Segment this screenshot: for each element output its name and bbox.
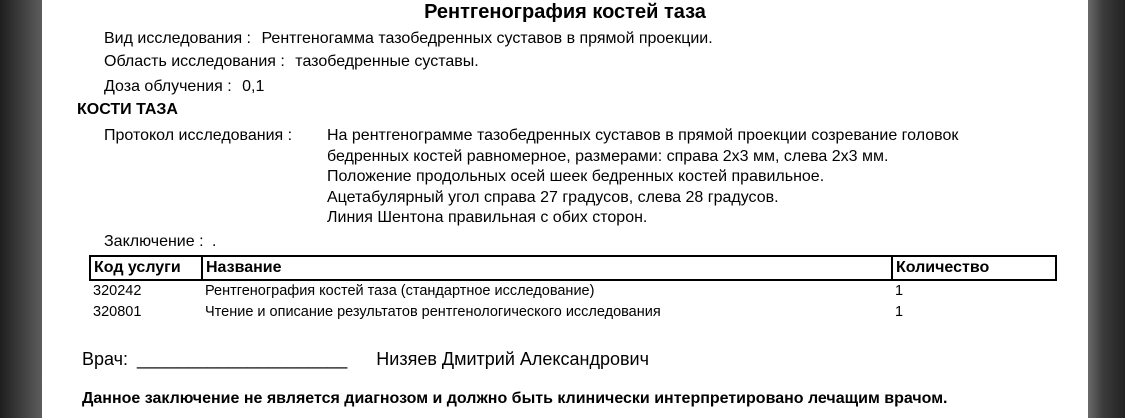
table-row	[90, 280, 1056, 301]
study-area-value: тазобедренные суставы.	[295, 53, 479, 70]
table-header-row	[90, 256, 1056, 280]
conclusion-row	[104, 233, 216, 251]
service-code: 320801	[93, 303, 142, 320]
protocol-line: На рентгенограмме тазобедренных суставов в прямой проекции созревание головок	[327, 127, 959, 144]
right-background-edge	[1088, 0, 1125, 418]
protocol-line: Линия Шентона правильная с обих сторон.	[327, 209, 648, 226]
study-area-row	[104, 53, 479, 71]
dose-value: 0,1	[242, 78, 265, 95]
protocol-line: Ацетабулярный угол справа 27 градусов, слева 28 градусов.	[327, 188, 779, 206]
column-header-name: Название	[202, 256, 892, 280]
protocol-label: Протокол исследования :	[104, 127, 293, 144]
dose-row	[104, 78, 264, 96]
service-code: 320242	[93, 283, 142, 299]
section-heading: КОСТИ ТАЗА	[77, 101, 178, 118]
service-quantity: 1	[895, 303, 904, 320]
service-name: Рентгенография костей таза (стандартное исследование)	[205, 283, 595, 299]
study-kind-label: Вид исследования :	[104, 30, 251, 47]
doctor-label: Врач:	[82, 349, 129, 369]
signature-line: _____________________	[137, 349, 348, 369]
conclusion-label: Заключение :	[104, 233, 204, 250]
disclaimer: Данное заключение не является диагнозом и должно быть клинически интерпретировано лечащим врачом.	[82, 390, 948, 407]
protocol-line: бедренных костей равномерное, размерами: справа 2х3 мм, слева 2х3 мм.	[327, 147, 889, 165]
left-background-edge	[0, 0, 42, 418]
document-page	[42, 0, 1088, 418]
study-kind-row	[104, 30, 713, 48]
doctor-name: Низяев Дмитрий Александрович	[376, 349, 649, 369]
table-row	[90, 301, 1056, 322]
dose-label: Доза облучения :	[104, 78, 232, 95]
conclusion-value: .	[211, 233, 217, 250]
protocol-line: Положение продольных осей шеек бедренных костей правильное.	[327, 168, 825, 185]
document-title: Рентгенография костей таза	[424, 1, 706, 23]
services-table	[89, 255, 1057, 322]
column-header-quantity: Количество	[892, 256, 1056, 280]
study-kind-value: Рентгеногамма тазобедренных суставов в прямой проекции.	[261, 30, 713, 47]
service-quantity: 1	[895, 283, 904, 299]
service-name: Чтение и описание результатов рентгенологического исследования	[205, 303, 661, 320]
doctor-row	[82, 349, 649, 370]
study-area-label: Область исследования :	[104, 53, 285, 70]
protocol-text	[327, 126, 958, 229]
column-header-code: Код услуги	[90, 256, 202, 280]
